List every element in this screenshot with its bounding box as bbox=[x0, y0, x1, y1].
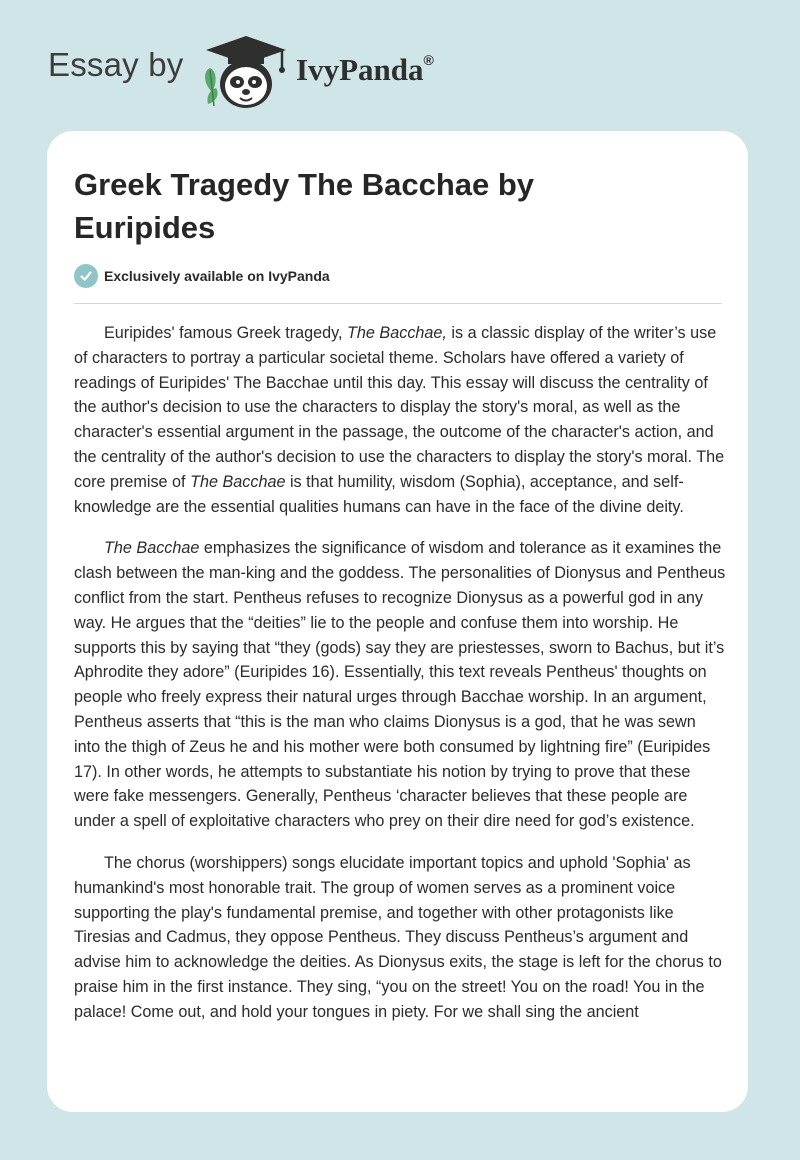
essay-paragraph bbox=[74, 851, 726, 1025]
essay-paragraph bbox=[74, 536, 726, 834]
exclusive-badge bbox=[74, 263, 330, 289]
page-title: Greek Tragedy The Bacchae by Euripides bbox=[74, 167, 535, 245]
paragraph-text: emphasizes the significance of wisdom and tolerance as it examines the clash between the man-king and the goddess. The personalities of Dionysus and Pentheus conflict from the start. Pentheus refuses to recognize Dionysus as a powerful god in any way. He argues that the “deities” lie to the people and confuse them into worship. He supports this by saying that “they (gods) say they are priestesses, sworn to Bachus, but it’s Aphrodite they adore” (Euripides 16). Essentially, this text reveals Pentheus' thoughts on people who freely express their natural urges through Bacchae worship. In an argument, Pentheus asserts that “this is the man who claims Dionysus is a god, that he was sewn into the thigh of Zeus he and his mother were both consumed by lightning fire” (Euripides 17). In other words, he attempts to substantiate his notion by trying to prove that these were fake messengers. Generally, Pentheus ‘character believes that these people are under a spell of exploitative characters who prey on their dire need for god’s existence. bbox=[74, 539, 726, 831]
paragraph-text: The chorus (worshippers) songs elucidate important topics and uphold 'Sophia' as humankind's most honorable trait. The group of women serves as a prominent voice supporting the play's fundamental premise, and together with other protagonists like Tiresias and Cadmus, they oppose Pentheus. They discuss Pentheus’s argument and advise him to acknowledge the deities. As Dionysus exits, the stage is left for the chorus to praise him in the first instance. They sing, “you on the street! You on the road! You in the palace! Come out, and hold your tongues in piety. For we shall sing the ancient bbox=[74, 853, 722, 1021]
italic-title: The Bacchae bbox=[190, 472, 286, 491]
essay-by-label: Essay by bbox=[48, 46, 184, 83]
essay-paragraph bbox=[74, 321, 726, 519]
exclusive-badge-label: Exclusively available on IvyPanda bbox=[104, 268, 330, 284]
essay-card bbox=[47, 131, 748, 1112]
paragraph-text: is a classic display of the writer’s use of characters to portray a particular societal theme. Scholars have offered a variety of readings of Euripides' The Bacchae until this day. This essay will discuss the centrality of the author's decision to use the characters to display the story's moral, as well as the character's essential argument in the passage, the outcome of the character's action, and the centrality of the author's decision to use the characters to display the story's moral. The core premise of bbox=[74, 324, 725, 491]
site-header bbox=[0, 0, 800, 120]
brand-name[interactable] bbox=[296, 52, 434, 88]
paragraph-text: is that humility, wisdom (Sophia), acceptance, and self-knowledge are the essential qualities humans can have in the face of the divine deity. bbox=[74, 472, 684, 516]
essay-body bbox=[74, 321, 726, 1042]
leaf-icon bbox=[205, 68, 218, 106]
italic-title: The Bacchae, bbox=[347, 324, 447, 342]
registered-mark: ® bbox=[423, 51, 434, 68]
check-icon bbox=[74, 264, 98, 288]
brand-name-text: IvyPanda bbox=[296, 52, 424, 87]
italic-title: The Bacchae bbox=[104, 539, 200, 558]
divider bbox=[74, 303, 722, 304]
panda-logo-icon[interactable] bbox=[200, 34, 292, 110]
paragraph-text: Euripides' famous Greek tragedy, bbox=[104, 324, 348, 342]
